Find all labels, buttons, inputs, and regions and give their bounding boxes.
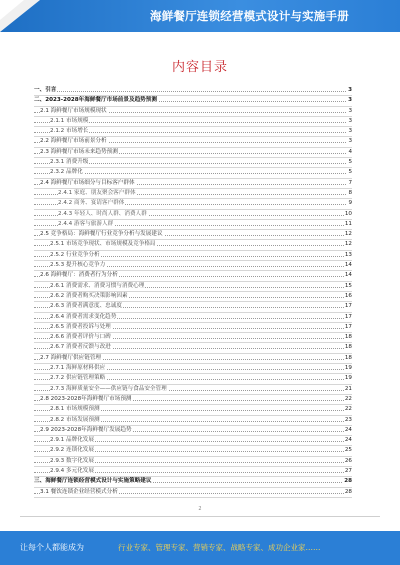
toc-entry-title: 2.4 海鲜餐厅市场细分与目标客户群体 bbox=[40, 179, 136, 188]
toc-section-entry[interactable] bbox=[34, 302, 352, 312]
toc-section-entry[interactable] bbox=[34, 457, 352, 467]
toc-section-entry[interactable] bbox=[34, 343, 352, 353]
toc-entry-page: 3 bbox=[347, 137, 352, 146]
toc-section-entry[interactable] bbox=[34, 220, 352, 230]
toc-entry-title: 2.9.1 品牌化发展 bbox=[50, 436, 95, 445]
toc-section-entry[interactable] bbox=[34, 179, 352, 189]
footer-divider bbox=[20, 516, 380, 517]
toc-entry-title: 2.7.3 海鲜质量安全——供应链与食品安全管理 bbox=[50, 385, 168, 394]
toc-section-entry[interactable] bbox=[34, 117, 352, 127]
toc-entry-page: 23 bbox=[344, 416, 352, 425]
toc-entry-title: 2.4.1 家庭、朋友聚会客户群体 bbox=[58, 189, 137, 198]
toc-entry-page: 7 bbox=[347, 179, 352, 188]
toc-section-entry[interactable] bbox=[34, 374, 352, 384]
toc-entry-title: 2.4.4 游客与旅游人群 bbox=[58, 220, 114, 229]
toc-entry-page: 17 bbox=[344, 302, 352, 311]
toc-entry-title: 二、2023-2028年海鲜餐厅市场前景及趋势预测 bbox=[34, 96, 158, 105]
toc-entry-page: 21 bbox=[344, 385, 352, 394]
toc-section-entry[interactable] bbox=[34, 436, 352, 446]
toc-entry-page: 3 bbox=[347, 86, 352, 95]
toc-entry-title: 2.6.1 消费需求、消费习惯与消费心理 bbox=[50, 282, 145, 291]
toc-entry-title: 2.2 海鲜餐厅市场前景分析 bbox=[40, 137, 108, 146]
toc-entry-title: 三、海鲜餐厅连锁经营模式设计与实施策略建议 bbox=[34, 477, 152, 486]
toc-section-entry[interactable] bbox=[34, 168, 352, 178]
toc-section-entry[interactable] bbox=[34, 446, 352, 456]
toc-entry-title: 2.6.5 消费者投诉与处理 bbox=[50, 323, 112, 332]
toc-entry-page: 15 bbox=[344, 282, 352, 291]
toc-entry-title: 2.9.4 多元化发展 bbox=[50, 467, 95, 476]
toc-section-entry[interactable] bbox=[34, 405, 352, 415]
toc-entry-title: 2.8.1 市场规模预测 bbox=[50, 405, 101, 414]
toc-entry-title: 2.7 海鲜餐厅供应链管理 bbox=[40, 354, 102, 363]
toc-entry-title: 2.5.2 行业竞争分析 bbox=[50, 251, 101, 260]
toc-entry-page: 4 bbox=[347, 148, 352, 157]
toc-section-entry[interactable] bbox=[34, 488, 352, 498]
toc-entry-title: 2.1.2 市场增长 bbox=[50, 127, 89, 136]
toc-section-entry[interactable] bbox=[34, 251, 352, 261]
toc-entry-page: 18 bbox=[344, 333, 352, 342]
toc-leader-dots bbox=[34, 91, 352, 92]
toc-chapter-entry[interactable] bbox=[34, 477, 352, 487]
toc-section-entry[interactable] bbox=[34, 158, 352, 168]
toc-entry-page: 10 bbox=[344, 210, 352, 219]
toc-chapter-entry[interactable] bbox=[34, 86, 352, 96]
toc-entry-title: 2.7.1 海鲜原材料供应 bbox=[50, 364, 106, 373]
toc-section-entry[interactable] bbox=[34, 426, 352, 436]
toc-entry-page: 25 bbox=[344, 446, 352, 455]
footer-slogan: 让每个人都能成为 bbox=[20, 543, 84, 552]
toc-section-entry[interactable] bbox=[34, 240, 352, 250]
toc-section-entry[interactable] bbox=[34, 313, 352, 323]
toc-section-entry[interactable] bbox=[34, 230, 352, 240]
toc-section-entry[interactable] bbox=[34, 354, 352, 364]
toc-entry-page: 14 bbox=[344, 271, 352, 280]
toc-entry-page: 22 bbox=[344, 395, 352, 404]
toc-section-entry[interactable] bbox=[34, 292, 352, 302]
toc-entry-title: 2.1 海鲜餐厅市场规模现状 bbox=[40, 107, 108, 116]
toc-section-entry[interactable] bbox=[34, 189, 352, 199]
toc-entry-title: 2.4.2 商务、宴请客户群体 bbox=[58, 199, 125, 208]
toc-chapter-entry[interactable] bbox=[34, 96, 352, 106]
table-of-contents bbox=[34, 86, 352, 498]
toc-entry-title: 2.9.3 数字化发展 bbox=[50, 457, 95, 466]
toc-entry-page: 5 bbox=[347, 158, 352, 167]
toc-section-entry[interactable] bbox=[34, 127, 352, 137]
toc-section-entry[interactable] bbox=[34, 261, 352, 271]
toc-entry-title: 3.1 餐饮连锁企业经营模式分析 bbox=[40, 488, 119, 497]
toc-section-entry[interactable] bbox=[34, 137, 352, 147]
toc-entry-title: 2.1.1 市场规模 bbox=[50, 117, 89, 126]
toc-entry-page: 16 bbox=[344, 292, 352, 301]
toc-entry-page: 24 bbox=[344, 436, 352, 445]
toc-entry-page: 19 bbox=[344, 374, 352, 383]
toc-section-entry[interactable] bbox=[34, 323, 352, 333]
toc-entry-page: 28 bbox=[343, 477, 352, 486]
toc-entry-page: 9 bbox=[347, 199, 352, 208]
toc-section-entry[interactable] bbox=[34, 416, 352, 426]
toc-entry-title: 2.4.3 年轻人、时尚人群、消费人群 bbox=[58, 210, 148, 219]
toc-entry-title: 一、引言 bbox=[34, 86, 57, 95]
toc-entry-title: 2.6 海鲜餐厅：消费者行为分析 bbox=[40, 271, 119, 280]
toc-entry-title: 2.5.3 提升核心竞争力 bbox=[50, 261, 106, 270]
toc-entry-title: 2.6.7 消费者反馈与改进 bbox=[50, 343, 112, 352]
toc-entry-page: 14 bbox=[344, 261, 352, 270]
header-banner bbox=[0, 0, 400, 32]
toc-entry-page: 22 bbox=[344, 405, 352, 414]
toc-entry-page: 11 bbox=[344, 220, 352, 229]
toc-entry-page: 12 bbox=[344, 230, 352, 239]
toc-entry-title: 2.3.1 消费升级 bbox=[50, 158, 89, 167]
toc-entry-page: 27 bbox=[344, 467, 352, 476]
toc-entry-title: 2.5.1 市场竞争现状、市场规模及竞争格局 bbox=[50, 240, 157, 249]
footer-tagline: 行业专家、管理专家、营销专家、战略专家、成功企业家…… bbox=[118, 543, 321, 552]
toc-section-entry[interactable] bbox=[34, 385, 352, 395]
toc-section-entry[interactable] bbox=[34, 107, 352, 117]
toc-section-entry[interactable] bbox=[34, 210, 352, 220]
toc-entry-title: 2.8.2 市场发展预测 bbox=[50, 416, 101, 425]
toc-section-entry[interactable] bbox=[34, 271, 352, 281]
toc-section-entry[interactable] bbox=[34, 199, 352, 209]
toc-entry-page: 13 bbox=[344, 251, 352, 260]
toc-entry-page: 3 bbox=[347, 127, 352, 136]
toc-entry-page: 3 bbox=[347, 107, 352, 116]
toc-entry-page: 26 bbox=[344, 457, 352, 466]
toc-entry-title: 2.8 2023-2028年海鲜餐厅市场预测 bbox=[40, 395, 133, 404]
toc-entry-page: 17 bbox=[344, 313, 352, 322]
toc-section-entry[interactable] bbox=[34, 333, 352, 343]
footer-banner bbox=[0, 531, 400, 565]
toc-entry-page: 24 bbox=[344, 426, 352, 435]
document-title: 海鲜餐厅连锁经营模式设计与实施手册 bbox=[150, 9, 349, 23]
toc-section-entry[interactable] bbox=[34, 282, 352, 292]
toc-entry-title: 2.9 2023-2028年海鲜餐厅发展趋势 bbox=[40, 426, 133, 435]
toc-section-entry[interactable] bbox=[34, 395, 352, 405]
toc-entry-title: 2.3 海鲜餐厅市场未来趋势预测 bbox=[40, 148, 119, 157]
toc-entry-title: 2.6.6 消费者评价与口碑 bbox=[50, 333, 112, 342]
toc-entry-title: 2.6.4 消费者需求变化趋势 bbox=[50, 313, 117, 322]
toc-entry-page: 17 bbox=[344, 323, 352, 332]
toc-entry-page: 8 bbox=[347, 189, 352, 198]
toc-entry-page: 19 bbox=[344, 364, 352, 373]
toc-entry-title: 2.6.3 消费者满意度、忠诚度 bbox=[50, 302, 123, 311]
toc-entry-title: 2.5 竞争格局：海鲜餐厅行业竞争分析与发展建议 bbox=[40, 230, 164, 239]
toc-entry-page: 3 bbox=[347, 117, 352, 126]
toc-entry-page: 28 bbox=[344, 488, 352, 497]
toc-entry-title: 2.9.2 连锁化发展 bbox=[50, 446, 95, 455]
toc-entry-title: 2.3.2 品牌化 bbox=[50, 168, 84, 177]
toc-entry-page: 5 bbox=[347, 168, 352, 177]
toc-entry-page: 18 bbox=[344, 343, 352, 352]
toc-entry-page: 18 bbox=[344, 354, 352, 363]
toc-entry-page: 12 bbox=[344, 240, 352, 249]
toc-entry-title: 2.7.2 供应链管理策略 bbox=[50, 374, 106, 383]
page-number: 2 bbox=[198, 506, 202, 512]
toc-section-entry[interactable] bbox=[34, 148, 352, 158]
toc-entry-title: 2.6.2 消费者购买决策影响因素 bbox=[50, 292, 129, 301]
toc-section-entry[interactable] bbox=[34, 364, 352, 374]
toc-section-entry[interactable] bbox=[34, 467, 352, 477]
toc-entry-page: 3 bbox=[347, 96, 352, 105]
toc-heading: 内容目录 bbox=[171, 60, 228, 75]
header-corner-accent bbox=[0, 0, 24, 20]
